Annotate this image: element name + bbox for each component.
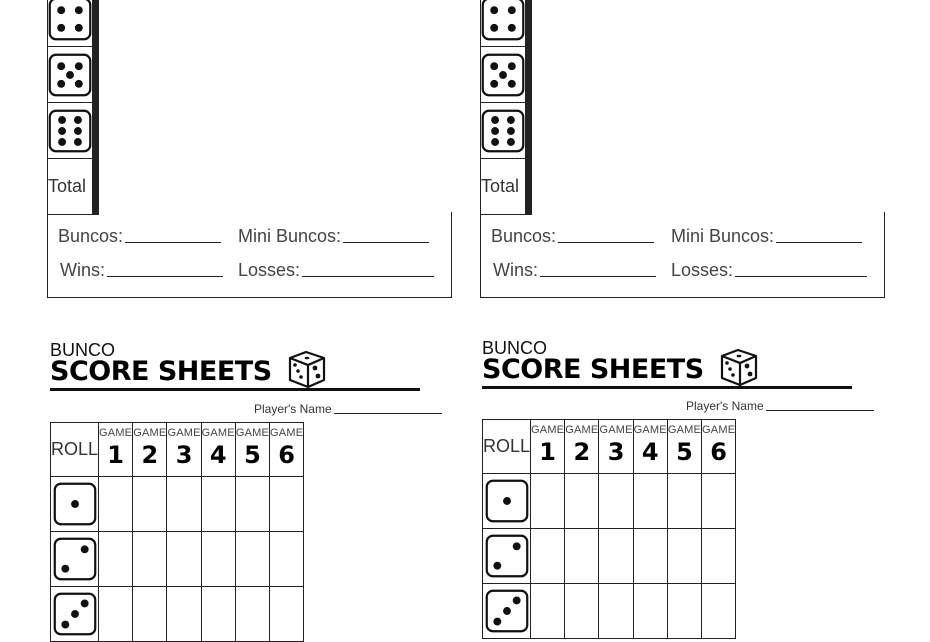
score-cell[interactable]	[633, 474, 667, 529]
roll-die-cell	[48, 47, 93, 103]
die-six-icon	[481, 109, 525, 153]
mini-buncos-field-line[interactable]	[343, 241, 429, 243]
score-cell[interactable]	[133, 532, 167, 587]
game-word-label: GAME	[633, 424, 667, 436]
score-cell[interactable]	[235, 477, 269, 532]
table-row	[48, 0, 99, 47]
game-header-2	[565, 420, 599, 474]
roll-die-cell	[48, 0, 93, 47]
game-word-label: GAME	[201, 427, 235, 439]
game-number-label: 4	[209, 441, 227, 469]
score-cell[interactable]	[167, 477, 201, 532]
die-two-icon	[53, 537, 97, 581]
losses-field-label: Losses:	[238, 260, 301, 280]
wins-field-line[interactable]	[540, 275, 656, 277]
roll-die-cell	[483, 474, 531, 529]
die-six-icon	[48, 109, 92, 153]
score-cell[interactable]	[565, 529, 599, 584]
score-cell[interactable]	[531, 474, 565, 529]
wins-field[interactable]	[493, 260, 656, 281]
game-number-label: 3	[607, 438, 625, 466]
game-header-6	[702, 420, 736, 474]
player-name-label: Player's Name	[254, 402, 332, 416]
die-two-icon	[485, 534, 529, 578]
game-header-3	[599, 420, 633, 474]
wins-field-line[interactable]	[107, 275, 223, 277]
player-name-field[interactable]	[254, 402, 442, 416]
game-word-label: GAME	[599, 424, 633, 436]
game-header-4	[633, 420, 667, 474]
table-row	[48, 103, 99, 159]
table-row	[483, 584, 736, 639]
game-number-label: 5	[676, 438, 693, 466]
roll-die-cell	[48, 103, 93, 159]
losses-field-line[interactable]	[302, 275, 434, 277]
game-word-label: GAME	[565, 424, 599, 436]
table-row	[483, 474, 736, 529]
score-cell[interactable]	[270, 477, 304, 532]
score-cell[interactable]	[667, 584, 701, 639]
table-row	[481, 159, 532, 215]
game-number-label: 2	[573, 438, 591, 466]
score-cell[interactable]	[201, 532, 235, 587]
table-row	[481, 47, 532, 103]
sheet-footer	[480, 212, 885, 298]
roll-die-cell	[481, 47, 526, 103]
header-row	[483, 420, 736, 474]
sheet-title: SCORE SHEETS	[50, 356, 272, 387]
roll-die-cell	[483, 584, 531, 639]
game-word-label: GAME	[133, 427, 167, 439]
score-cell[interactable]	[531, 529, 565, 584]
game-number-label: 4	[641, 438, 659, 466]
mini-buncos-field-label: Mini Buncos:	[238, 226, 342, 246]
die-three-icon	[485, 589, 529, 633]
score-cell[interactable]	[565, 584, 599, 639]
score-cell[interactable]	[633, 584, 667, 639]
sheet-title-small: BUNCO	[482, 338, 548, 358]
mini-buncos-field-line[interactable]	[776, 241, 862, 243]
score-grid	[480, 0, 532, 215]
score-cell[interactable]	[633, 529, 667, 584]
score-grid	[482, 419, 736, 639]
game-number-label: 3	[175, 441, 193, 469]
title-underline	[50, 388, 420, 391]
total-label: Total	[481, 159, 526, 215]
game-header-5	[235, 423, 269, 477]
score-cell[interactable]	[99, 587, 133, 642]
game-number-label: 5	[244, 441, 261, 469]
losses-field-label: Losses:	[671, 260, 734, 280]
mini-buncos-field-label: Mini Buncos:	[671, 226, 775, 246]
game-header-4	[201, 423, 235, 477]
score-cell[interactable]	[98, 0, 99, 47]
roll-die-cell	[481, 103, 526, 159]
score-cell[interactable]	[270, 587, 304, 642]
table-row	[51, 477, 304, 532]
score-cell[interactable]	[167, 532, 201, 587]
buncos-field-line[interactable]	[125, 241, 221, 243]
score-cell[interactable]	[531, 0, 532, 47]
buncos-field[interactable]	[58, 226, 221, 247]
game-number-label: 6	[710, 438, 727, 466]
game-word-label: GAME	[270, 427, 304, 439]
roll-header: ROLL	[483, 420, 531, 474]
header-row	[51, 423, 304, 477]
buncos-field[interactable]	[491, 226, 654, 247]
game-header-1	[99, 423, 133, 477]
game-word-label: GAME	[531, 424, 565, 436]
game-number-label: 2	[141, 441, 159, 469]
game-header-5	[667, 420, 701, 474]
table-row	[51, 587, 304, 642]
wins-field-label: Wins:	[493, 260, 538, 280]
score-cell[interactable]	[667, 529, 701, 584]
score-cell[interactable]	[133, 587, 167, 642]
sheet-title-small: BUNCO	[50, 340, 116, 360]
roll-die-cell	[51, 532, 99, 587]
score-cell[interactable]	[599, 474, 633, 529]
score-cell[interactable]	[201, 587, 235, 642]
table-row	[483, 529, 736, 584]
mini-buncos-field[interactable]	[671, 226, 862, 247]
game-number-label: 1	[107, 441, 124, 469]
roll-die-cell	[481, 0, 526, 47]
die-three-icon	[53, 592, 97, 636]
game-word-label: GAME	[235, 427, 270, 439]
player-name-label: Player's Name	[686, 399, 764, 413]
score-grid	[50, 422, 304, 642]
roll-die-cell	[51, 587, 99, 642]
score-cell[interactable]	[98, 47, 99, 103]
score-cell[interactable]	[702, 584, 736, 639]
player-name-line[interactable]	[334, 412, 442, 414]
score-cell[interactable]	[235, 532, 269, 587]
losses-field[interactable]	[671, 260, 867, 281]
game-word-label: GAME	[702, 424, 736, 436]
score-cell[interactable]	[201, 477, 235, 532]
title-underline	[482, 386, 852, 389]
score-cell[interactable]	[702, 474, 736, 529]
score-cell[interactable]	[599, 584, 633, 639]
score-cell[interactable]	[235, 587, 269, 642]
dice-icon	[284, 346, 332, 390]
die-four-icon	[48, 0, 92, 41]
mini-buncos-field[interactable]	[238, 226, 429, 247]
wins-field[interactable]	[60, 260, 223, 281]
score-cell[interactable]	[98, 103, 99, 159]
table-row	[48, 159, 99, 215]
score-cell[interactable]	[99, 532, 133, 587]
roll-die-cell	[483, 529, 531, 584]
score-grid	[47, 0, 99, 215]
score-cell[interactable]	[99, 477, 133, 532]
buncos-field-label: Buncos:	[491, 226, 557, 246]
score-cell[interactable]	[667, 474, 701, 529]
score-cell[interactable]	[133, 477, 167, 532]
game-number-label: 1	[539, 438, 556, 466]
buncos-field-line[interactable]	[558, 241, 654, 243]
sheet-footer	[47, 212, 452, 298]
die-five-icon	[48, 53, 92, 97]
score-cell[interactable]	[531, 47, 532, 103]
player-name-field[interactable]	[686, 399, 874, 413]
score-cell[interactable]	[599, 529, 633, 584]
score-cell[interactable]	[531, 103, 532, 159]
game-word-label: GAME	[99, 427, 133, 439]
game-word-label: GAME	[167, 427, 201, 439]
game-header-6	[270, 423, 304, 477]
score-cell[interactable]	[702, 529, 736, 584]
table-row	[51, 532, 304, 587]
die-one-icon	[485, 479, 529, 523]
game-header-3	[167, 423, 201, 477]
wins-field-label: Wins:	[60, 260, 105, 280]
score-cell[interactable]	[167, 587, 201, 642]
game-number-label: 6	[278, 441, 295, 469]
game-word-label: GAME	[667, 424, 702, 436]
die-one-icon	[53, 482, 97, 526]
buncos-field-label: Buncos:	[58, 226, 124, 246]
player-name-line[interactable]	[766, 409, 874, 411]
score-cell[interactable]	[98, 159, 99, 215]
sheet-title: SCORE SHEETS	[482, 354, 704, 385]
game-header-1	[531, 420, 565, 474]
score-cell[interactable]	[531, 584, 565, 639]
roll-die-cell	[51, 477, 99, 532]
table-row	[481, 0, 532, 47]
die-four-icon	[481, 0, 525, 41]
die-five-icon	[481, 53, 525, 97]
table-row	[481, 103, 532, 159]
losses-field-line[interactable]	[735, 275, 867, 277]
losses-field[interactable]	[238, 260, 434, 281]
dice-icon	[716, 344, 764, 388]
score-cell[interactable]	[531, 159, 532, 215]
total-label: Total	[48, 159, 93, 215]
score-cell[interactable]	[565, 474, 599, 529]
roll-header: ROLL	[51, 423, 99, 477]
score-cell[interactable]	[270, 532, 304, 587]
table-row	[48, 47, 99, 103]
game-header-2	[133, 423, 167, 477]
